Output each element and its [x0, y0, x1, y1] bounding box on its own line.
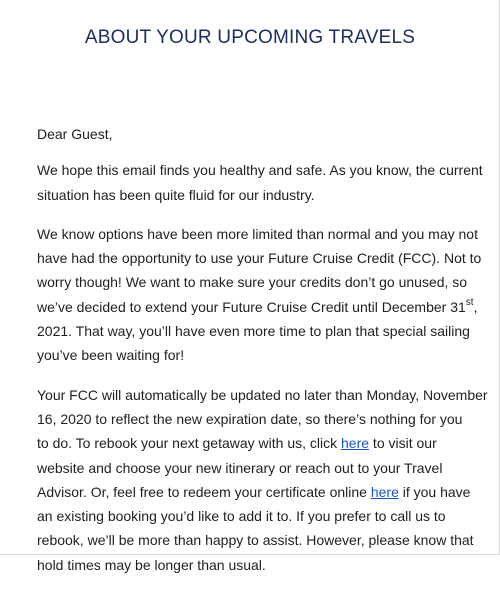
paragraph-2 — [37, 222, 482, 368]
rebook-text: to do. To rebook your next getaway with us, click — [37, 435, 342, 452]
paragraph-3-line-4: website and choose your new itinerary or reach out to your Travel — [37, 459, 443, 476]
paragraph-3-line-5 — [37, 480, 471, 504]
paragraph-2-line-3: worry though! We want to make sure your credits don’t go unused, so — [37, 274, 468, 291]
paragraph-2-line-2: have had the opportunity to use your Future Cruise Credit (FCC). Not to — [37, 250, 482, 267]
paragraph-3-line-2: 16, 2020 to reflect the new expiration date, so there’s nothing for you — [37, 410, 463, 427]
visit-text: to visit our — [369, 435, 437, 452]
paragraph-3-line-3 — [37, 431, 467, 455]
existing-text: if you have — [398, 483, 471, 500]
paragraph-2-line-4 — [37, 295, 478, 319]
paragraph-2-line-5: 2021. That way, you’ll have even more time to plan that special sailing — [37, 323, 470, 340]
paragraph-3-line-7: rebook, we’ll be more than happy to assist. However, please know that — [37, 532, 474, 549]
paragraph-3-line-1: Your FCC will automatically be updated no later than Monday, November — [37, 386, 488, 403]
comma: , — [473, 298, 478, 315]
paragraph-1-line-2: situation has been quite fluid for our industry. — [37, 186, 315, 203]
ordinal-suffix: st — [465, 297, 474, 309]
redeem-text: Advisor. Or, feel free to redeem your certificate online — [37, 483, 371, 500]
paragraph-3-line-6: an existing booking you’d like to add it to. If you prefer to call us to — [37, 508, 446, 525]
paragraph-2-line-1: We know options have been more limited than normal and you may not — [37, 225, 478, 242]
paragraph-1 — [37, 158, 483, 207]
extension-text: we’ve decided to extend your Future Cruise Credit until December 31 — [37, 298, 466, 315]
paragraph-1-line-1: We hope this email finds you healthy and safe. As you know, the current — [37, 162, 483, 179]
redeem-here-link[interactable]: here — [370, 483, 399, 500]
rebook-here-link[interactable]: here — [341, 435, 370, 452]
paragraph-3 — [37, 383, 488, 577]
greeting: Dear Guest, — [37, 126, 113, 142]
email-content — [37, 122, 488, 592]
email-title: ABOUT YOUR UPCOMING TRAVELS — [84, 27, 416, 48]
paragraph-2-line-6: you’ve been waiting for! — [37, 347, 185, 364]
paragraph-3-line-8: hold times may be longer than usual. — [37, 556, 266, 573]
